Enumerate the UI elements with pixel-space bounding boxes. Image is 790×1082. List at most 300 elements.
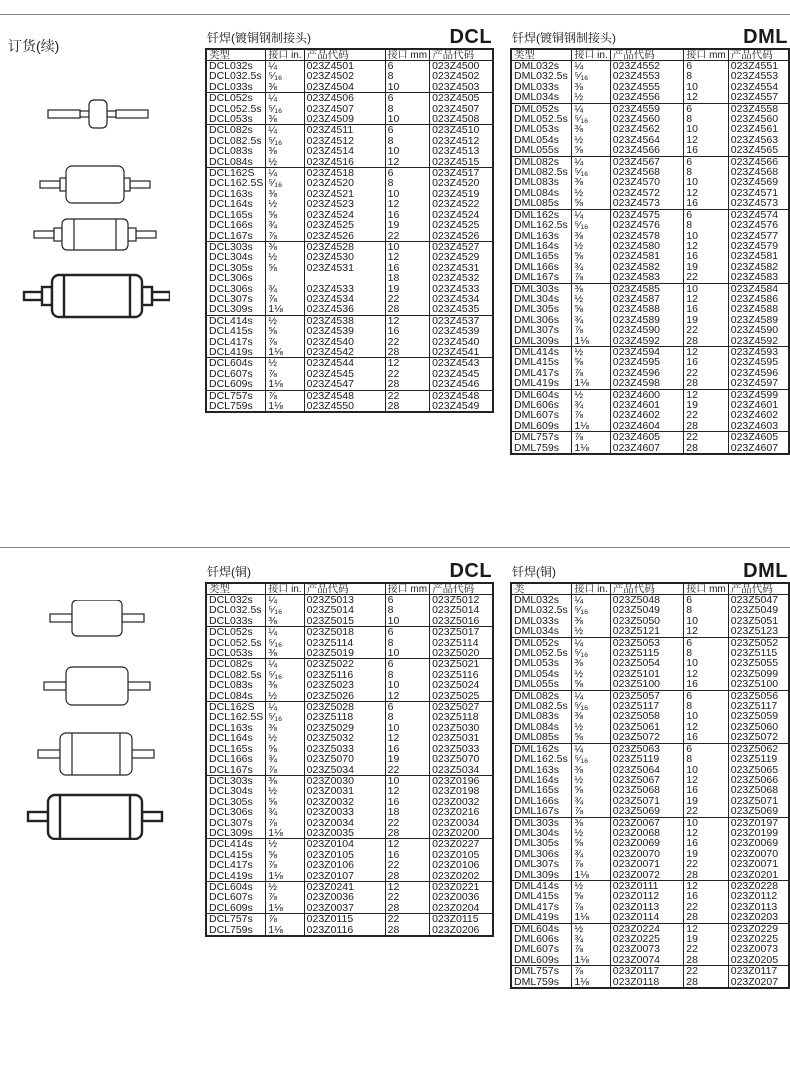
spec-table bbox=[205, 582, 494, 937]
connection-in-cell: ⅜ bbox=[266, 146, 304, 156]
code-in-cell: 023Z0036 bbox=[304, 892, 385, 902]
model-cell: DML166s bbox=[511, 796, 572, 806]
model-cell: DCL759s bbox=[206, 401, 266, 412]
connection-mm-cell: 6 bbox=[385, 168, 429, 179]
connection-mm-cell: 19 bbox=[684, 400, 728, 410]
connection-in-cell: ⅞ bbox=[266, 369, 304, 379]
code-in-cell: 023Z0107 bbox=[304, 871, 385, 882]
model-cell: DCL167s bbox=[206, 765, 266, 776]
connection-in-cell: 1⅛ bbox=[572, 977, 610, 988]
code-in-cell: 023Z4596 bbox=[610, 368, 684, 378]
model-cell: DCL165s bbox=[206, 744, 266, 754]
model-cell: DML082.5s bbox=[511, 167, 572, 177]
connection-in-cell: 1⅛ bbox=[266, 871, 304, 882]
section-divider bbox=[0, 547, 790, 548]
connection-in-cell: ¼ bbox=[266, 702, 304, 713]
connection-mm-cell: 22 bbox=[385, 860, 429, 870]
code-mm-cell: 023Z4525 bbox=[430, 220, 494, 230]
connection-mm-cell: 6 bbox=[385, 595, 429, 606]
code-in-cell: 023Z5067 bbox=[610, 775, 684, 785]
table-row bbox=[511, 272, 789, 283]
code-in-cell: 023Z4525 bbox=[304, 220, 385, 230]
code-in-cell: 023Z5068 bbox=[610, 785, 684, 795]
table-row bbox=[206, 860, 493, 870]
connection-in-cell: ⅜ bbox=[572, 82, 610, 92]
connection-mm-cell: 10 bbox=[684, 124, 728, 134]
code-mm-cell: 023Z0199 bbox=[728, 828, 789, 838]
code-mm-cell: 023Z5055 bbox=[728, 658, 789, 668]
code-mm-cell: 023Z4512 bbox=[430, 136, 494, 146]
connection-in-cell: ¼ bbox=[266, 93, 304, 104]
code-in-cell: 023Z0112 bbox=[610, 891, 684, 901]
connection-mm-cell: 28 bbox=[385, 347, 429, 358]
connection-in-cell: ¾ bbox=[572, 934, 610, 944]
connection-in-cell: ⁵⁄₁₆ bbox=[572, 71, 610, 81]
code-mm-cell: 023Z4507 bbox=[430, 104, 494, 114]
connection-mm-cell: 22 bbox=[684, 859, 728, 869]
model-cell: DML055s bbox=[511, 679, 572, 690]
connection-mm-cell: 10 bbox=[684, 711, 728, 721]
model-cell: DCL033s bbox=[206, 82, 266, 93]
code-in-cell: 023Z4578 bbox=[610, 231, 684, 241]
connection-in-cell: ⅞ bbox=[572, 944, 610, 954]
connection-mm-cell: 8 bbox=[385, 638, 429, 648]
connection-mm-cell: 28 bbox=[684, 443, 728, 454]
connection-in-cell: 1⅛ bbox=[266, 304, 304, 315]
code-mm-cell: 023Z0229 bbox=[728, 923, 789, 934]
type-header: 类型 bbox=[511, 49, 572, 61]
code-mm-cell: 023Z0112 bbox=[728, 891, 789, 901]
code-in-cell: 023Z4576 bbox=[610, 220, 684, 230]
connection-mm-cell: 10 bbox=[385, 189, 429, 199]
connection-mm-cell: 22 bbox=[385, 818, 429, 828]
model-cell: DCL414s bbox=[206, 315, 266, 326]
model-cell: DML082s bbox=[511, 156, 572, 167]
panel-subtitle: 钎焊(铜) bbox=[512, 565, 556, 579]
code-in-cell: 023Z4550 bbox=[304, 401, 385, 412]
model-cell: DCL163s bbox=[206, 189, 266, 199]
code-mm-cell: 023Z4508 bbox=[430, 114, 494, 125]
code-in-cell: 023Z0031 bbox=[304, 786, 385, 796]
code-mm-cell: 023Z4517 bbox=[430, 168, 494, 179]
model-cell: DCL757s bbox=[206, 914, 266, 925]
model-cell: DML033s bbox=[511, 616, 572, 626]
code-mm-cell: 023Z4607 bbox=[728, 443, 789, 454]
code-mm-header: 产品代码 bbox=[728, 583, 789, 595]
connection-in-cell: ½ bbox=[266, 733, 304, 743]
model-cell: DML083s bbox=[511, 177, 572, 187]
connection-in-cell: ⁵⁄₁₆ bbox=[266, 712, 304, 722]
connection-in-cell: ⅜ bbox=[572, 616, 610, 626]
code-in-cell: 023Z4567 bbox=[610, 156, 684, 167]
code-mm-cell: 023Z0202 bbox=[430, 871, 494, 882]
connection-in-cell: ⅞ bbox=[266, 914, 304, 925]
page-title: 订货(续) bbox=[8, 38, 60, 54]
connection-in-cell: 1⅛ bbox=[266, 903, 304, 914]
code-in-cell: 023Z0035 bbox=[304, 828, 385, 839]
connection-mm-cell: 22 bbox=[385, 369, 429, 379]
connection-in-cell: ⁵⁄₁₆ bbox=[572, 754, 610, 764]
code-in-cell: 023Z0068 bbox=[610, 828, 684, 838]
code-in-cell: 023Z4524 bbox=[304, 210, 385, 220]
connection-mm-cell: 8 bbox=[684, 167, 728, 177]
code-mm-cell: 023Z5072 bbox=[728, 732, 789, 743]
connection-mm-cell: 10 bbox=[385, 146, 429, 156]
connection-in-cell: ¼ bbox=[572, 637, 610, 648]
connection-in-cell: ⁵⁄₁₆ bbox=[266, 104, 304, 114]
connection-mm-cell: 6 bbox=[684, 690, 728, 701]
table-row bbox=[206, 807, 493, 817]
connection-mm-cell: 28 bbox=[684, 870, 728, 881]
code-mm-cell: 023Z4543 bbox=[430, 358, 494, 369]
code-in-cell: 023Z0073 bbox=[610, 944, 684, 954]
code-mm-cell: 023Z4573 bbox=[728, 198, 789, 209]
code-mm-cell: 023Z5012 bbox=[430, 595, 494, 606]
connection-in-cell: ⅞ bbox=[266, 765, 304, 776]
connection-in-cell: ½ bbox=[266, 839, 304, 850]
connection-in-cell: ½ bbox=[572, 241, 610, 251]
connection-mm-cell: 12 bbox=[684, 135, 728, 145]
connection-in-cell: 1⅛ bbox=[572, 870, 610, 881]
code-in-header: 产品代码 bbox=[304, 583, 385, 595]
model-cell: DCL415s bbox=[206, 850, 266, 860]
code-in-cell: 023Z4589 bbox=[610, 315, 684, 325]
connection-mm-cell: 6 bbox=[385, 125, 429, 136]
panel-code: DML bbox=[743, 560, 788, 582]
drier-small-icon bbox=[48, 100, 148, 128]
connection-mm-cell: 8 bbox=[684, 220, 728, 230]
connection-in-cell: ⁵⁄₁₆ bbox=[572, 167, 610, 177]
code-mm-cell: 023Z4577 bbox=[728, 231, 789, 241]
code-in-cell: 023Z4607 bbox=[610, 443, 684, 454]
connection-mm-cell: 12 bbox=[385, 315, 429, 326]
connection-in-cell: ⅞ bbox=[266, 231, 304, 242]
table-row bbox=[206, 903, 493, 914]
code-mm-cell: 023Z4531 bbox=[430, 263, 494, 273]
code-mm-cell: 023Z0203 bbox=[728, 912, 789, 923]
connection-mm-cell: 10 bbox=[385, 723, 429, 733]
connection-in-header: 接口 in. bbox=[266, 49, 304, 61]
table-row bbox=[206, 616, 493, 627]
connection-in-cell: ⅝ bbox=[266, 850, 304, 860]
connection-in-cell: ¾ bbox=[266, 754, 304, 764]
connection-mm-cell: 6 bbox=[684, 595, 728, 606]
table-row bbox=[206, 157, 493, 168]
code-mm-cell: 023Z0070 bbox=[728, 849, 789, 859]
connection-mm-cell: 12 bbox=[385, 881, 429, 892]
connection-mm-cell: 12 bbox=[684, 92, 728, 103]
model-cell: DML085s bbox=[511, 198, 572, 209]
code-mm-cell: 023Z4519 bbox=[430, 189, 494, 199]
filter-drier-illustrations-top bbox=[20, 95, 170, 325]
model-cell: DML419s bbox=[511, 378, 572, 389]
model-cell: DCL082.5s bbox=[206, 670, 266, 680]
code-in-cell: 023Z5033 bbox=[304, 744, 385, 754]
connection-mm-cell: 6 bbox=[684, 743, 728, 754]
code-mm-cell: 023Z4545 bbox=[430, 369, 494, 379]
code-mm-cell: 023Z5034 bbox=[430, 765, 494, 776]
connection-mm-cell: 10 bbox=[385, 241, 429, 252]
connection-mm-cell: 6 bbox=[684, 637, 728, 648]
code-in-cell: 023Z4605 bbox=[610, 432, 684, 443]
connection-mm-cell: 10 bbox=[684, 82, 728, 92]
model-cell: DML052.5s bbox=[511, 648, 572, 658]
connection-in-cell: ⁵⁄₁₆ bbox=[266, 670, 304, 680]
connection-in-cell: ⅞ bbox=[266, 818, 304, 828]
code-in-cell: 023Z0225 bbox=[610, 934, 684, 944]
code-in-cell: 023Z0115 bbox=[304, 914, 385, 925]
code-in-cell: 023Z5054 bbox=[610, 658, 684, 668]
table-row bbox=[206, 765, 493, 776]
connection-mm-cell: 6 bbox=[684, 61, 728, 72]
table-row bbox=[511, 325, 789, 335]
code-mm-cell: 023Z4510 bbox=[430, 125, 494, 136]
connection-in-cell: 1⅛ bbox=[572, 336, 610, 347]
code-mm-cell: 023Z4593 bbox=[728, 346, 789, 357]
code-mm-cell: 023Z4515 bbox=[430, 157, 494, 168]
model-cell: DCL419s bbox=[206, 347, 266, 358]
connection-mm-cell: 22 bbox=[684, 325, 728, 335]
code-in-cell: 023Z4539 bbox=[304, 326, 385, 336]
connection-mm-cell: 28 bbox=[385, 304, 429, 315]
code-mm-cell: 023Z0207 bbox=[728, 977, 789, 988]
connection-mm-cell: 12 bbox=[385, 157, 429, 168]
connection-mm-cell: 6 bbox=[385, 627, 429, 638]
connection-mm-cell: 8 bbox=[684, 605, 728, 615]
model-cell: DCL417s bbox=[206, 860, 266, 870]
connection-mm-cell: 28 bbox=[684, 955, 728, 966]
code-mm-cell: 023Z0115 bbox=[430, 914, 494, 925]
code-mm-cell: 023Z0221 bbox=[430, 881, 494, 892]
connection-in-cell: ⅝ bbox=[572, 357, 610, 367]
header-row bbox=[511, 49, 789, 61]
model-cell: DML162.5s bbox=[511, 754, 572, 764]
table-row bbox=[206, 691, 493, 702]
code-mm-cell: 023Z0032 bbox=[430, 797, 494, 807]
code-mm-cell: 023Z4569 bbox=[728, 177, 789, 187]
connection-mm-cell: 8 bbox=[385, 136, 429, 146]
code-in-cell: 023Z0067 bbox=[610, 817, 684, 828]
model-cell: DCL415s bbox=[206, 326, 266, 336]
code-in-header: 产品代码 bbox=[610, 583, 684, 595]
model-cell: DCL052s bbox=[206, 627, 266, 638]
connection-mm-cell: 22 bbox=[385, 390, 429, 401]
connection-mm-cell: 6 bbox=[385, 702, 429, 713]
model-cell: DML607s bbox=[511, 410, 572, 420]
connection-in-cell: ⅞ bbox=[266, 294, 304, 304]
connection-mm-cell: 8 bbox=[684, 648, 728, 658]
table-row bbox=[206, 93, 493, 104]
connection-in-cell: ½ bbox=[572, 669, 610, 679]
connection-in-cell: 1⅛ bbox=[572, 955, 610, 966]
model-cell: DML306s bbox=[511, 849, 572, 859]
drier-large-copper-icon bbox=[38, 733, 154, 775]
code-in-cell: 023Z5053 bbox=[610, 637, 684, 648]
connection-in-cell: 1⅛ bbox=[572, 912, 610, 923]
connection-in-cell: ½ bbox=[572, 923, 610, 934]
connection-mm-cell: 18 bbox=[385, 273, 429, 283]
code-in-cell: 023Z5050 bbox=[610, 616, 684, 626]
model-cell: DML032.5s bbox=[511, 71, 572, 81]
connection-mm-cell: 16 bbox=[385, 797, 429, 807]
connection-mm-cell: 28 bbox=[385, 828, 429, 839]
connection-mm-cell: 12 bbox=[684, 346, 728, 357]
code-mm-cell: 023Z4582 bbox=[728, 262, 789, 272]
code-mm-cell: 023Z0201 bbox=[728, 870, 789, 881]
model-cell: DCL084s bbox=[206, 157, 266, 168]
connection-mm-cell: 22 bbox=[385, 231, 429, 242]
connection-in-cell: ¼ bbox=[572, 156, 610, 167]
table-row bbox=[206, 304, 493, 315]
code-in-cell: 023Z4504 bbox=[304, 82, 385, 93]
code-in-header: 产品代码 bbox=[304, 49, 385, 61]
table-row bbox=[511, 754, 789, 764]
connection-in-header: 接口 in. bbox=[266, 583, 304, 595]
spec-table bbox=[510, 582, 790, 989]
connection-mm-cell: 16 bbox=[385, 326, 429, 336]
model-cell: DCL759s bbox=[206, 925, 266, 936]
panel-code: DML bbox=[743, 26, 788, 48]
code-mm-cell: 023Z4592 bbox=[728, 336, 789, 347]
panel-code: DCL bbox=[449, 26, 493, 48]
connection-in-header: 接口 in. bbox=[572, 49, 610, 61]
drier-medium-icon bbox=[40, 166, 150, 203]
code-mm-cell: 023Z5069 bbox=[728, 806, 789, 817]
connection-mm-cell: 12 bbox=[684, 241, 728, 251]
connection-mm-cell: 28 bbox=[385, 871, 429, 882]
model-cell: DML054s bbox=[511, 669, 572, 679]
code-in-cell: 023Z0071 bbox=[610, 859, 684, 869]
model-cell: DCL032s bbox=[206, 595, 266, 606]
connection-mm-cell: 12 bbox=[684, 775, 728, 785]
connection-mm-cell: 22 bbox=[684, 410, 728, 420]
model-cell: DCL164s bbox=[206, 733, 266, 743]
code-mm-cell: 023Z4601 bbox=[728, 400, 789, 410]
code-in-cell: 023Z0074 bbox=[610, 955, 684, 966]
model-cell: DCL084s bbox=[206, 691, 266, 702]
code-in-cell: 023Z4502 bbox=[304, 71, 385, 81]
model-cell: DCL082s bbox=[206, 125, 266, 136]
model-cell: DCL306s bbox=[206, 284, 266, 294]
code-in-cell: 023Z0113 bbox=[610, 902, 684, 912]
code-in-cell: 023Z5061 bbox=[610, 722, 684, 732]
connection-in-cell: ⅝ bbox=[572, 198, 610, 209]
model-cell: DML085s bbox=[511, 732, 572, 743]
code-mm-cell: 023Z5027 bbox=[430, 702, 494, 713]
bottom-dcl-panel bbox=[205, 560, 494, 937]
model-cell: DML419s bbox=[511, 912, 572, 923]
connection-mm-cell: 10 bbox=[385, 616, 429, 627]
connection-in-cell: 1⅛ bbox=[266, 925, 304, 936]
code-in-cell: 023Z5028 bbox=[304, 702, 385, 713]
code-in-cell: 023Z4507 bbox=[304, 104, 385, 114]
code-in-cell: 023Z4556 bbox=[610, 92, 684, 103]
model-cell: DCL166s bbox=[206, 220, 266, 230]
code-mm-cell: 023Z4554 bbox=[728, 82, 789, 92]
code-mm-cell: 023Z5031 bbox=[430, 733, 494, 743]
model-cell: DCL305s bbox=[206, 797, 266, 807]
table-row bbox=[206, 754, 493, 764]
code-in-cell: 023Z5064 bbox=[610, 765, 684, 775]
code-mm-cell: 023Z5059 bbox=[728, 711, 789, 721]
connection-mm-cell: 10 bbox=[684, 283, 728, 294]
code-in-cell: 023Z4511 bbox=[304, 125, 385, 136]
model-cell: DCL309s bbox=[206, 304, 266, 315]
connection-in-cell: ⅞ bbox=[266, 390, 304, 401]
model-cell: DCL083s bbox=[206, 146, 266, 156]
model-cell: DCL165s bbox=[206, 210, 266, 220]
spec-table bbox=[205, 48, 494, 413]
connection-in-cell: ½ bbox=[572, 346, 610, 357]
model-cell: DCL604s bbox=[206, 358, 266, 369]
connection-in-cell: ⅜ bbox=[572, 177, 610, 187]
connection-mm-cell: 8 bbox=[385, 178, 429, 188]
code-in-cell: 023Z4560 bbox=[610, 114, 684, 124]
table-row bbox=[206, 379, 493, 390]
table-row bbox=[511, 432, 789, 443]
table-row bbox=[511, 977, 789, 988]
code-mm-header: 产品代码 bbox=[430, 583, 494, 595]
code-mm-cell: 023Z4597 bbox=[728, 378, 789, 389]
code-in-cell: 023Z4531 bbox=[304, 263, 385, 273]
connection-mm-cell: 28 bbox=[684, 421, 728, 432]
table-row bbox=[511, 955, 789, 966]
code-in-cell: 023Z5034 bbox=[304, 765, 385, 776]
code-mm-cell: 023Z4602 bbox=[728, 410, 789, 420]
connection-mm-cell: 12 bbox=[385, 252, 429, 262]
model-cell: DCL609s bbox=[206, 903, 266, 914]
panel-subtitle: 钎焊(铜) bbox=[207, 565, 251, 579]
model-cell: DCL306s bbox=[206, 273, 266, 283]
model-cell: DCL307s bbox=[206, 294, 266, 304]
connection-mm-cell: 22 bbox=[385, 294, 429, 304]
code-mm-cell: 023Z5021 bbox=[430, 659, 494, 670]
code-in-cell: 023Z5070 bbox=[304, 754, 385, 764]
code-mm-cell: 023Z0225 bbox=[728, 934, 789, 944]
model-cell: DML417s bbox=[511, 902, 572, 912]
code-in-cell: 023Z5121 bbox=[610, 626, 684, 637]
connection-in-cell: ⁵⁄₁₆ bbox=[266, 638, 304, 648]
connection-in-cell: ½ bbox=[266, 315, 304, 326]
connection-in-cell: ½ bbox=[572, 188, 610, 198]
code-in-cell: 023Z0032 bbox=[304, 797, 385, 807]
code-in-cell: 023Z0034 bbox=[304, 818, 385, 828]
code-mm-cell: 023Z4505 bbox=[430, 93, 494, 104]
code-mm-cell: 023Z0113 bbox=[728, 902, 789, 912]
code-in-cell: 023Z0117 bbox=[610, 966, 684, 977]
model-cell: DCL162.5S bbox=[206, 178, 266, 188]
connection-in-cell: 1⅛ bbox=[572, 421, 610, 432]
code-mm-cell: 023Z4583 bbox=[728, 272, 789, 283]
model-cell: DML606s bbox=[511, 934, 572, 944]
code-in-cell: 023Z0105 bbox=[304, 850, 385, 860]
panel-subtitle: 钎焊(镀铜钢制接头) bbox=[207, 31, 311, 45]
code-in-cell: 023Z5022 bbox=[304, 659, 385, 670]
table-row bbox=[511, 732, 789, 743]
bottom-dml-panel bbox=[510, 560, 790, 989]
model-cell: DCL303s bbox=[206, 775, 266, 786]
code-in-cell: 023Z4604 bbox=[610, 421, 684, 432]
code-in-cell: 023Z4512 bbox=[304, 136, 385, 146]
connection-mm-cell: 10 bbox=[385, 82, 429, 93]
table-row bbox=[206, 401, 493, 412]
connection-mm-cell: 16 bbox=[684, 679, 728, 690]
connection-in-cell: ⅞ bbox=[572, 325, 610, 335]
code-in-cell: 023Z5023 bbox=[304, 680, 385, 690]
code-mm-cell: 023Z5100 bbox=[728, 679, 789, 690]
code-in-cell: 023Z5115 bbox=[610, 648, 684, 658]
table-row bbox=[511, 966, 789, 977]
